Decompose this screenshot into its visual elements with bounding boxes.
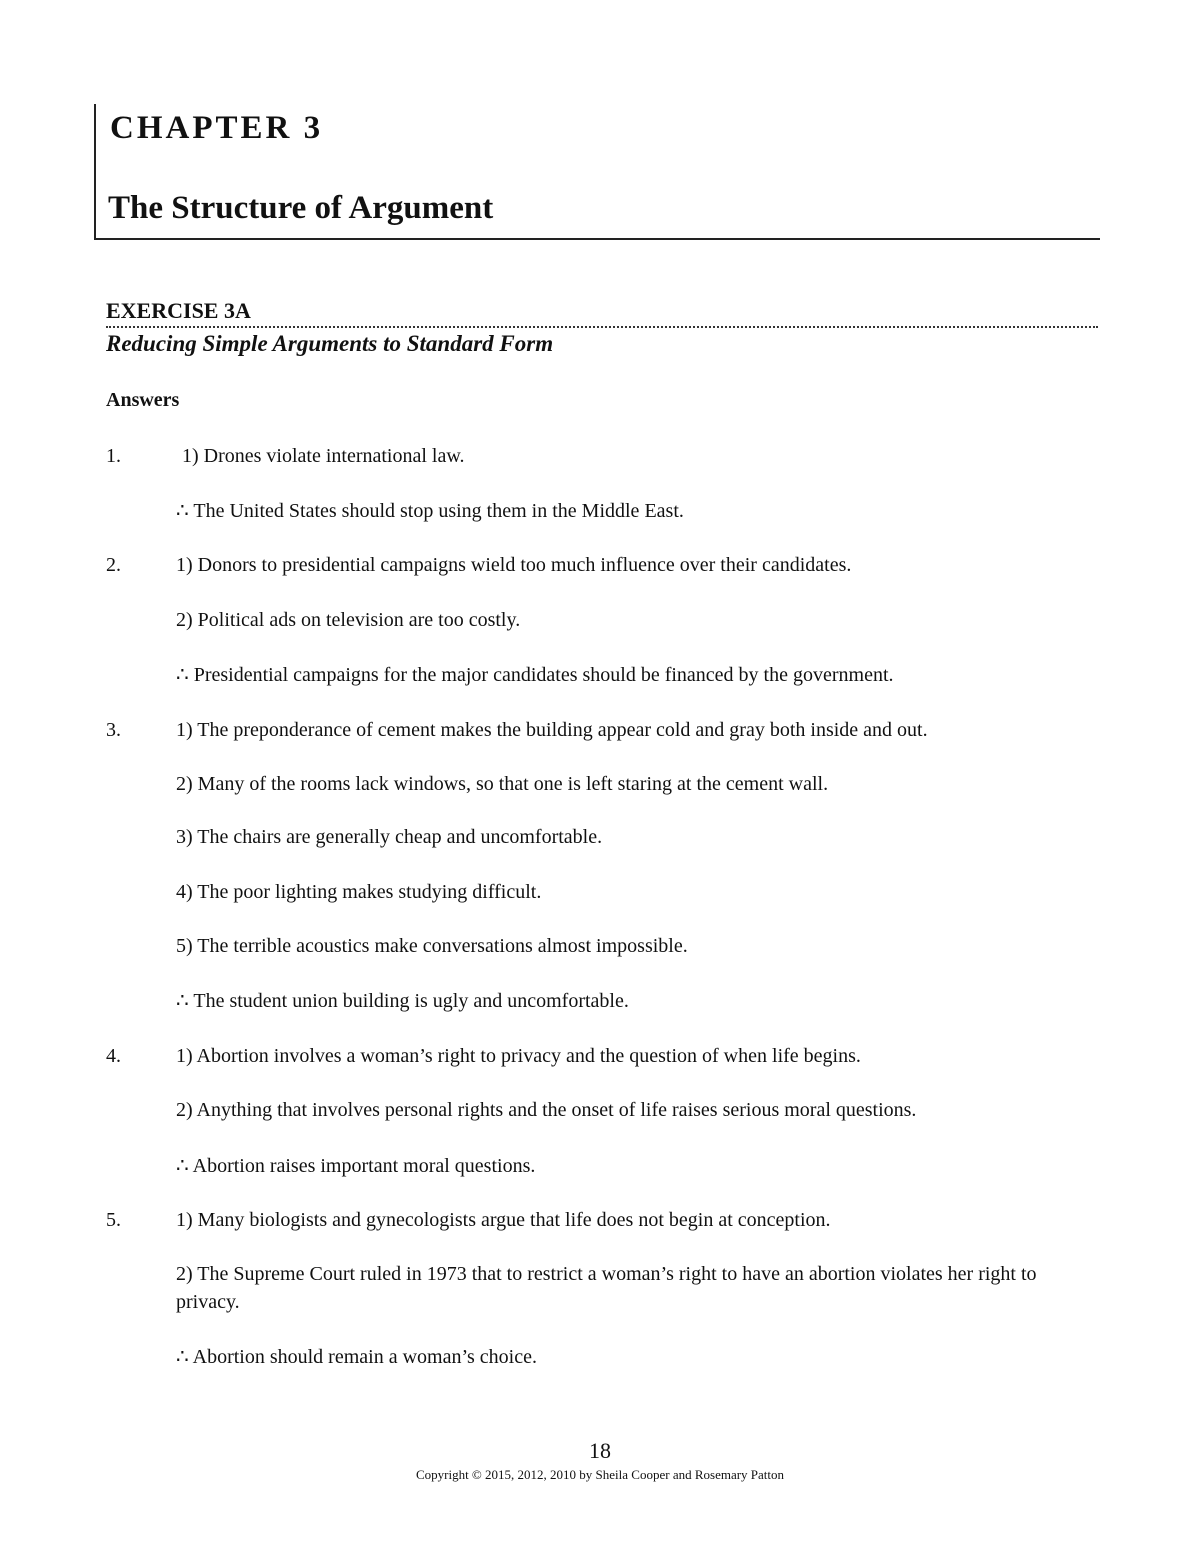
conclusion-line: ∴ The United States should stop using them in the Middle East. <box>176 500 684 522</box>
copyright-notice: Copyright © 2015, 2012, 2010 by Sheila Cooper and Rosemary Patton <box>415 1467 785 1482</box>
item-number: 3. <box>106 719 121 741</box>
premise-line: 2) The Supreme Court ruled in 1973 that to restrict a woman’s right to have an abortion violates her right to privacy. <box>176 1263 1037 1313</box>
premise-line: 1) The preponderance of cement makes the building appear cold and gray both inside and out. <box>176 719 928 741</box>
exercise-subtitle: Reducing Simple Arguments to Standard Form <box>106 331 554 356</box>
page-number: 18 <box>589 1438 611 1463</box>
conclusion-line: ∴ Abortion raises important moral questions. <box>176 1155 536 1177</box>
exercise-heading: EXERCISE 3A <box>106 298 1098 328</box>
conclusion-line: ∴ The student union building is ugly and uncomfortable. <box>176 990 629 1012</box>
conclusion-line: ∴ Abortion should remain a woman’s choice. <box>176 1346 537 1368</box>
premise-line: 5) The terrible acoustics make conversations almost impossible. <box>176 935 688 957</box>
premise-line: 1) Abortion involves a woman’s right to privacy and the question of when life begins. <box>176 1045 861 1067</box>
premise-line: 1) Donors to presidential campaigns wield too much influence over their candidates. <box>176 554 852 576</box>
chapter-title: The Structure of Argument <box>108 190 494 226</box>
item-number: 5. <box>106 1209 121 1231</box>
item-number: 2. <box>106 554 121 576</box>
chapter-label: CHAPTER 3 <box>110 110 324 146</box>
premise-line: 4) The poor lighting makes studying difficult. <box>176 881 542 903</box>
item-number: 4. <box>106 1045 121 1067</box>
premise-line: 2) Many of the rooms lack windows, so that one is left staring at the cement wall. <box>176 773 829 795</box>
conclusion-line: ∴ Presidential campaigns for the major candidates should be financed by the government. <box>176 664 894 686</box>
answers-label: Answers <box>106 389 180 411</box>
premise-line: 1) Drones violate international law. <box>182 445 465 467</box>
item-number: 1. <box>106 445 121 467</box>
chapter-header <box>94 104 1100 240</box>
premise-line: 1) Many biologists and gynecologists argue that life does not begin at conception. <box>176 1209 831 1231</box>
premise-line: 3) The chairs are generally cheap and uncomfortable. <box>176 826 603 848</box>
premise-line: 2) Political ads on television are too costly. <box>176 609 521 631</box>
premise-line: 2) Anything that involves personal rights and the onset of life raises serious moral questions. <box>176 1099 917 1121</box>
